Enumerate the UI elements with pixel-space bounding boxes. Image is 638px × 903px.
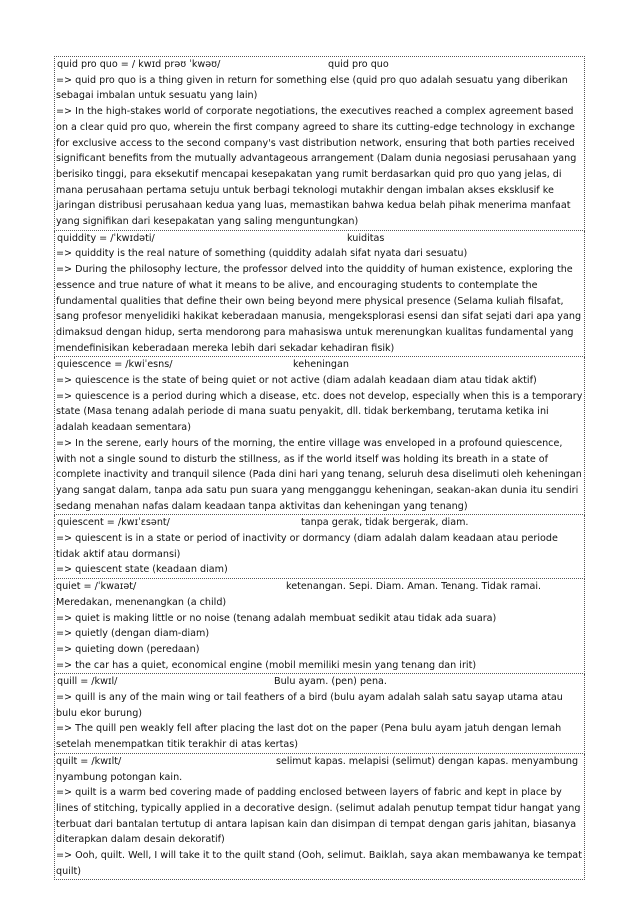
entry-line: => quill is any of the main wing or tail feathers of a bird (bulu ayam adalah salah satu sayap utama atau bulu ekor burung)	[56, 692, 563, 719]
entry-term: quill = /kwɪl/	[57, 676, 118, 688]
entry-term: quiescent = /kwɪˈɛsənt/	[57, 517, 170, 529]
entry-quiescent	[54, 515, 585, 579]
entry-meaning: keheningan	[293, 359, 349, 371]
entry-meaning: quid pro quo	[328, 59, 389, 70]
entry-term: quiescence = /kwiˈesns/	[57, 359, 173, 371]
entry-header	[56, 674, 583, 690]
entry-line: => quieting down (peredaan)	[56, 643, 200, 655]
entry-quiescence	[54, 357, 585, 515]
entry-line: => quiescence is a period during which a disease, etc. does not develop, especially when this is a temporary state (Masa tenang adalah periode di mana suatu penyakit, dll. tidak berkembang, terutama ketika ini adalah keadaan sementara)	[56, 390, 583, 434]
entry-term: quilt = /kwɪlt/	[56, 755, 122, 767]
entry-line: => quid pro quo is a thing given in return for something else (quid pro quo adalah sesuatu yang diberikan sebagai imbalan untuk sesuatu yang lain)	[56, 74, 568, 102]
entry-line: => Ooh, quilt. Well, I will take it to the quilt stand (Ooh, selimut. Baiklah, saya akan membawanya ke tempat quilt)	[56, 850, 582, 877]
entry-line: => quiescent is in a state or period of inactivity or dormancy (diam adalah dalam keadaan atau periode tidak aktif atau dormansi)	[56, 533, 558, 560]
entry-header	[56, 357, 583, 373]
entry-quid-pro-quo	[54, 56, 585, 231]
entry-header	[56, 515, 583, 531]
entry-meaning: Bulu ayam. (pen) pena.	[274, 676, 387, 688]
entry-line: => In the serene, early hours of the morning, the entire village was enveloped in a profound quiescence, with not a single sound to disturb the stillness, as if the world itself was holding its breath in a state of complete inactivity and tranquil silence (Pada dini hari yang tenang, seluruh desa diselimuti oleh keheningan yang sangat dalam, tanpa ada satu pun suara yang mengganggu keheningan, seakan-akan dunia itu sendiri sedang menahan nafas dalam keadaan tanpa aktivitas dan keheningan yang tenang)	[56, 437, 582, 512]
entry-header	[56, 754, 583, 785]
entry-meaning: ketenangan. Sepi. Diam. Aman. Tenang. Tidak ramai. Meredakan, menenangkan (a child)	[56, 581, 542, 608]
entry-line: => quiescence is the state of being quiet or not active (diam adalah keadaan diam atau tidak aktif)	[56, 375, 537, 387]
entry-quiet	[54, 579, 585, 674]
entry-meaning: tanpa gerak, tidak bergerak, diam.	[301, 517, 469, 529]
entry-meaning: selimut kapas. melapisi (selimut) dengan kapas. menyambung nyambung potongan kain.	[56, 755, 579, 783]
entry-quilt	[54, 754, 585, 881]
entry-line: => quiet is making little or no noise (tenang adalah membuat sedikit atau tidak ada suara)	[56, 612, 497, 624]
entry-line: => the car has a quiet, economical engine (mobil memiliki mesin yang tenang dan irit)	[56, 659, 477, 671]
entry-line: => The quill pen weakly fell after placing the last dot on the paper (Pena bulu ayam jatuh dengan lemah setelah menempatkan titik terakhir di atas kertas)	[56, 723, 562, 751]
entry-line: => During the philosophy lecture, the professor delved into the quiddity of human existence, exploring the essence and true nature of what it means to be alive, and encouraging students to contemplate the fundamental qualities that define their own being beyond mere physical presence (Selama kuliah filsafat, sang profesor menyelidiki hakikat keberadaan manusia, mengeksplorasi esensi dan sifat sejati dari apa yang dimaksud dengan hidup, serta mendorong para mahasiswa untuk merenungkan kualitas fundamental yang mendefinisikan keberadaan mereka lebih dari sekadar kehadiran fisik)	[56, 264, 582, 354]
entry-term: quid pro quo = / kwɪd prəʊ ˈkwəʊ/	[57, 59, 221, 70]
entry-line: => quietly (dengan diam-diam)	[56, 628, 210, 640]
entry-header	[56, 579, 583, 610]
dictionary-page	[54, 56, 585, 880]
entry-term: quiet = /ˈkwaɪət/	[56, 581, 137, 593]
entry-meaning: kuiditas	[347, 232, 385, 244]
entry-line: => quiescent state (keadaan diam)	[56, 564, 228, 576]
entry-header	[56, 57, 583, 73]
entry-quill	[54, 674, 585, 754]
entry-quiddity	[54, 231, 585, 358]
entry-line: => quilt is a warm bed covering made of padding enclosed between layers of fabric and kept in place by lines of stitching, typically applied in a decorative design. (selimut adalah penutup tempat tidur hangat yang terbuat dari bantalan tertutup di antara lapisan kain dan disimpan di tempat dengan garis jahitan, biasanya diterapkan dalam desain dekoratif)	[56, 787, 581, 846]
entry-term: quiddity = /ˈkwɪdəti/	[57, 232, 155, 244]
entry-header	[56, 231, 583, 247]
entry-line: => In the high-stakes world of corporate negotiations, the executives reached a complex agreement based on a clear quid pro quo, wherein the first company agreed to share its cutting-edge technology in exchange for exclusive access to the second company's vast distribution network, ensuring that both parties received significant benefits from the mutually advantageous arrangement (Dalam dunia negosiasi perusahaan yang berisiko tinggi, para eksekutif mencapai kesepakatan yang rumit berdasarkan quid pro quo yang jelas, di mana perusahaan pertama setuju untuk berbagi teknologi mutakhir dengan imbalan akses eksklusif ke jaringan distribusi perusahaan kedua yang luas, memastikan bahwa kedua belah pihak menerima manfaat yang signifikan dari kesepakatan yang saling menguntungkan)	[56, 106, 577, 228]
entry-line: => quiddity is the real nature of something (quiddity adalah sifat nyata dari sesuatu)	[56, 248, 468, 260]
